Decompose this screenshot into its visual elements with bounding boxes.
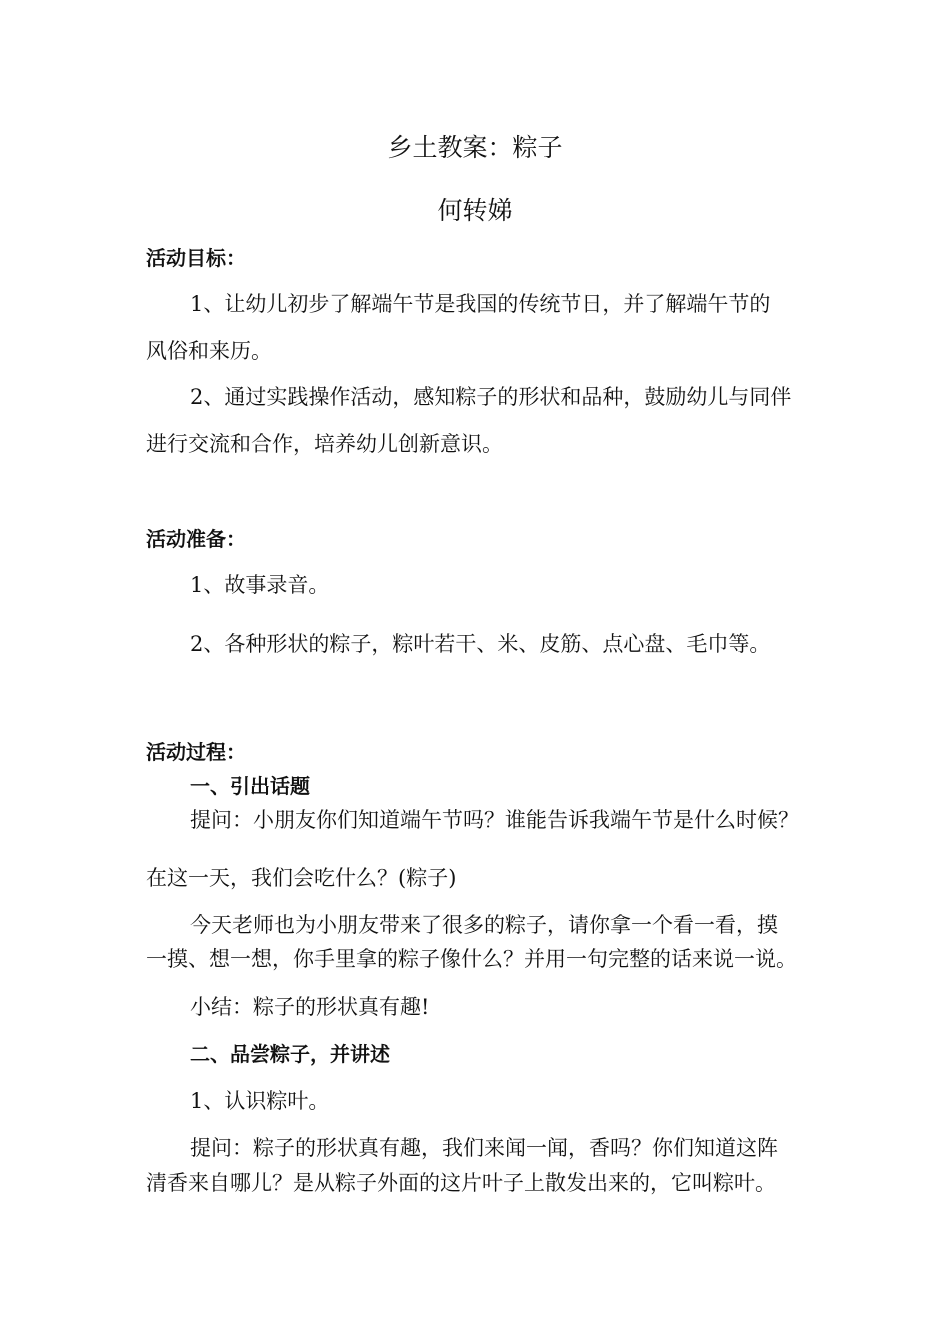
process-part1-heading: 一、引出话题 <box>190 774 310 798</box>
document-title: 乡土教案：粽子 <box>387 133 563 162</box>
preparation-item1: 1、故事录音。 <box>190 573 330 597</box>
process-paragraph2-line2: 一摸、想一想，你手里拿的粽子像什么？并用一句完整的话来说一说。 <box>146 947 797 971</box>
process-question2-line2: 清香来自哪儿？是从粽子外面的这片叶子上散发出来的，它叫粽叶。 <box>146 1171 776 1195</box>
preparation-item2: 2、各种形状的粽子，粽叶若干、米、皮筋、点心盘、毛巾等。 <box>190 632 771 656</box>
process-part2-item1: 1、认识粽叶。 <box>190 1089 330 1113</box>
process-question1-line2: 在这一天，我们会吃什么？(粽子) <box>146 866 457 890</box>
process-question2-line1: 提问：粽子的形状真有趣，我们来闻一闻，香吗？你们知道这阵 <box>190 1136 778 1160</box>
document-author: 何转娣 <box>437 196 513 225</box>
process-heading: 活动过程： <box>146 740 246 764</box>
preparation-heading: 活动准备： <box>146 527 246 551</box>
process-summary: 小结：粽子的形状真有趣! <box>190 995 430 1019</box>
goals-item1-line1: 1、让幼儿初步了解端午节是我国的传统节日，并了解端午节的 <box>190 292 771 316</box>
process-part2-heading: 二、品尝粽子，并讲述 <box>190 1042 390 1066</box>
goals-item1-line2: 风俗和来历。 <box>146 339 272 363</box>
goals-item2-line1: 2、通过实践操作活动，感知粽子的形状和品种，鼓励幼儿与同伴 <box>190 385 792 409</box>
process-paragraph2-line1: 今天老师也为小朋友带来了很多的粽子，请你拿一个看一看，摸 <box>190 913 778 937</box>
goals-item2-line2: 进行交流和合作，培养幼儿创新意识。 <box>146 432 503 456</box>
goals-heading: 活动目标： <box>146 246 246 270</box>
process-question1-line1: 提问：小朋友你们知道端午节吗？谁能告诉我端午节是什么时候？ <box>190 808 799 832</box>
